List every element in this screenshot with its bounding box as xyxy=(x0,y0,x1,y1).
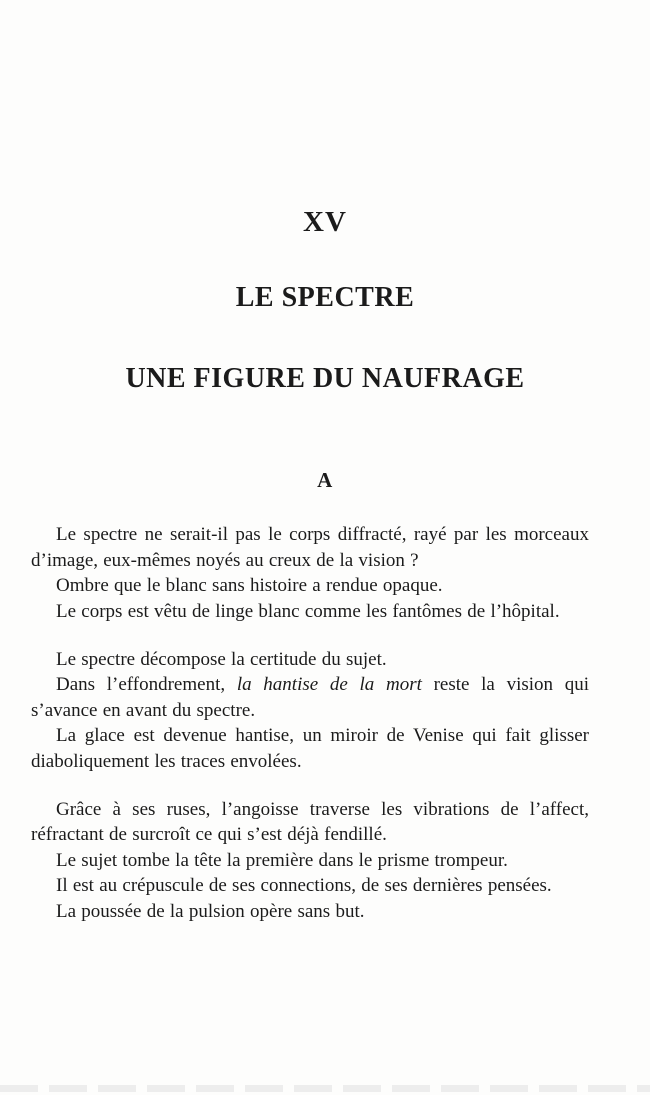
text-run: Grâce à ses ruses, l’angoisse traverse les vibrations de l’affect, réfractant de surcroît ce qui s’est déjà fendillé. xyxy=(31,798,589,845)
text-run: La poussée de la pulsion opère sans but. xyxy=(56,900,365,922)
text-run: Ombre que le blanc sans histoire a rendue opaque. xyxy=(56,575,443,596)
section-label: A xyxy=(317,468,333,492)
text-run: Le sujet tombe la tête la première dans le prisme trompeur. xyxy=(56,849,508,871)
paragraph-group xyxy=(31,522,589,624)
paragraph xyxy=(31,672,589,723)
paragraph xyxy=(31,723,589,774)
body-text xyxy=(31,522,589,924)
text-run: Le spectre décompose la certitude du sujet. xyxy=(56,648,387,670)
paragraph xyxy=(31,848,589,874)
chapter-subtitle: UNE FIGURE DU NAUFRAGE xyxy=(125,363,525,394)
paragraph xyxy=(31,573,589,599)
text-run: La glace est devenue hantise, un miroir de Venise qui fait glisser diaboliquement les traces envolées. xyxy=(31,725,589,772)
paragraph-group xyxy=(31,647,589,775)
paragraph xyxy=(31,647,589,673)
text-run: Le corps est vêtu de linge blanc comme les fantômes de l’hôpital. xyxy=(56,600,560,622)
paragraph-group xyxy=(31,797,589,925)
paragraph xyxy=(31,873,589,899)
text-run: reste la vision qui s’avance en avant du spectre. xyxy=(31,674,589,721)
italic-run: la hantise de la mort xyxy=(236,674,422,695)
text-run: Le spectre ne serait-il pas le corps diffracté, rayé par les morceaux d’image, eux-mêmes noyés au creux de la vision ? xyxy=(31,524,589,571)
paragraph xyxy=(31,899,589,925)
chapter-number: XV xyxy=(303,206,347,238)
text-run: Dans l’effondrement, xyxy=(56,674,237,695)
text-run: Il est au crépuscule de ses connections, de ses dernières pensées. xyxy=(56,875,552,896)
scan-artifact-dashes xyxy=(0,1085,650,1092)
chapter-title: LE SPECTRE xyxy=(235,282,415,313)
paragraph xyxy=(31,522,589,573)
paragraph xyxy=(31,599,589,625)
paragraph xyxy=(31,797,589,848)
